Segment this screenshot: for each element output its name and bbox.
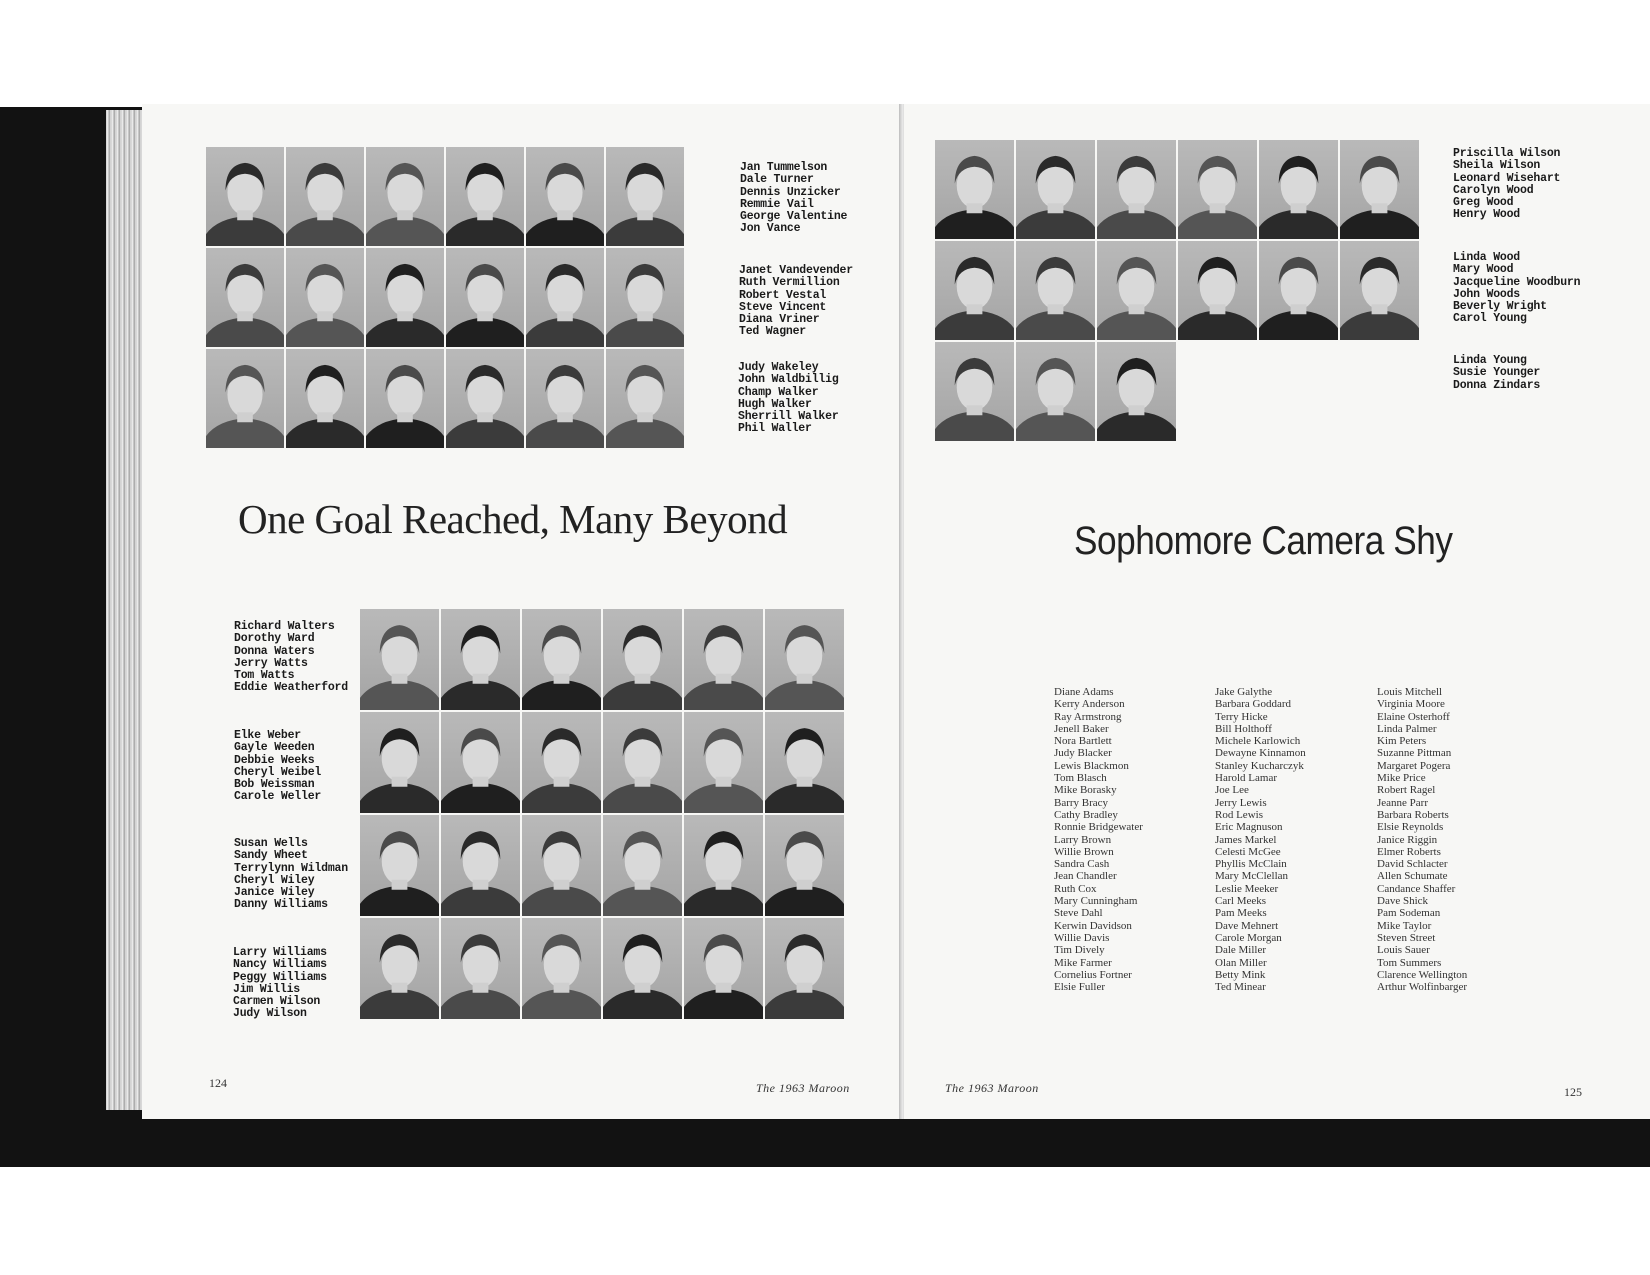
student-portrait xyxy=(360,609,439,710)
camera-shy-name: Janice Riggin xyxy=(1377,833,1438,846)
page-heading: One Goal Reached, Many Beyond xyxy=(238,496,788,542)
student-portrait xyxy=(522,712,601,813)
student-name: Dennis Unzicker xyxy=(740,185,841,199)
student-portrait xyxy=(1016,140,1095,239)
camera-shy-column-1 xyxy=(1054,686,1143,993)
student-name: Nancy Williams xyxy=(233,958,327,972)
name-list xyxy=(234,838,348,912)
student-portrait xyxy=(526,349,604,448)
student-portrait xyxy=(765,609,844,710)
student-portrait xyxy=(522,609,601,710)
student-name: Cheryl Wiley xyxy=(234,873,315,887)
student-name: Linda Young xyxy=(1453,354,1527,367)
camera-shy-name: Elmer Roberts xyxy=(1377,845,1441,858)
camera-shy-name: Kim Peters xyxy=(1377,735,1427,748)
student-portrait xyxy=(765,815,844,916)
student-name: Gayle Weeden xyxy=(234,741,315,755)
student-portrait xyxy=(206,147,284,246)
student-portrait xyxy=(603,918,682,1019)
student-portrait xyxy=(526,248,604,347)
name-list xyxy=(233,947,327,1021)
student-name: Danny Williams xyxy=(234,898,328,912)
portrait-grid-top xyxy=(206,147,684,448)
student-name: Jan Tummelson xyxy=(740,161,828,174)
camera-shy-name: Willie Davis xyxy=(1054,931,1110,944)
student-name: Richard Walters xyxy=(234,620,335,633)
left-page xyxy=(142,104,900,1119)
student-name: Jacqueline Woodburn xyxy=(1453,275,1581,289)
name-list xyxy=(740,162,847,236)
student-portrait xyxy=(441,815,520,916)
student-name: Jon Vance xyxy=(740,222,801,236)
student-name: Remmie Vail xyxy=(740,197,814,211)
student-portrait xyxy=(684,712,763,813)
camera-shy-name: Dewayne Kinnamon xyxy=(1215,747,1306,760)
camera-shy-name: Barry Bracy xyxy=(1054,796,1109,809)
student-portrait xyxy=(360,712,439,813)
student-portrait xyxy=(446,349,524,448)
student-name: Donna Zindars xyxy=(1453,378,1541,392)
camera-shy-name: Nora Bartlett xyxy=(1054,735,1112,748)
student-portrait xyxy=(684,918,763,1019)
camera-shy-name: Lewis Blackmon xyxy=(1054,759,1129,772)
student-name: Mary Wood xyxy=(1453,263,1514,277)
student-name: Ruth Vermillion xyxy=(739,276,840,290)
camera-shy-name: Louis Sauer xyxy=(1377,944,1430,957)
student-portrait xyxy=(522,815,601,916)
camera-shy-name: Louis Mitchell xyxy=(1377,686,1443,698)
running-foot: The 1963 Maroon xyxy=(945,1081,1039,1095)
camera-shy-name: Jeanne Parr xyxy=(1377,796,1429,809)
student-name: Steve Vincent xyxy=(739,300,827,314)
camera-shy-name: Dave Mehnert xyxy=(1215,919,1279,932)
camera-shy-name: Steven Street xyxy=(1377,931,1436,944)
student-name: Judy Wilson xyxy=(233,1007,307,1021)
camera-shy-name: Dale Miller xyxy=(1215,944,1267,957)
camera-shy-name: Ronnie Bridgewater xyxy=(1054,821,1143,834)
student-portrait xyxy=(1016,241,1095,340)
student-portrait xyxy=(286,147,364,246)
student-name: Elke Weber xyxy=(234,729,302,742)
student-portrait xyxy=(606,147,684,246)
student-portrait xyxy=(360,918,439,1019)
camera-shy-name: Elsie Reynolds xyxy=(1377,821,1444,834)
camera-shy-name: Joe Lee xyxy=(1215,784,1249,797)
student-name: Cheryl Weibel xyxy=(234,765,322,779)
right-page xyxy=(904,104,1650,1119)
camera-shy-name: Elaine Osterhoff xyxy=(1377,710,1450,723)
student-portrait xyxy=(603,815,682,916)
student-portrait xyxy=(286,349,364,448)
student-name: Sheila Wilson xyxy=(1453,159,1541,173)
camera-shy-name: Dave Shick xyxy=(1377,895,1429,908)
camera-shy-name: Tom Blasch xyxy=(1054,772,1107,785)
student-name: Priscilla Wilson xyxy=(1453,147,1561,160)
student-portrait xyxy=(606,349,684,448)
student-name: Janice Wiley xyxy=(234,886,315,900)
student-portrait xyxy=(1178,140,1257,239)
student-name: George Valentine xyxy=(740,210,848,224)
name-list xyxy=(234,730,321,804)
student-name: Jerry Watts xyxy=(234,656,308,670)
page-number: 124 xyxy=(209,1076,227,1090)
student-name: Debbie Weeks xyxy=(234,753,315,767)
student-portrait xyxy=(446,248,524,347)
camera-shy-name: Pam Sodeman xyxy=(1377,907,1441,920)
camera-shy-name: Elsie Fuller xyxy=(1054,981,1106,994)
camera-shy-name: Jake Galythe xyxy=(1215,686,1273,698)
camera-shy-name: Ray Armstrong xyxy=(1054,710,1122,723)
student-name: Henry Wood xyxy=(1453,208,1521,222)
camera-shy-name: Virginia Moore xyxy=(1377,698,1445,711)
camera-shy-name: Clarence Wellington xyxy=(1377,968,1468,981)
camera-shy-column-2 xyxy=(1215,686,1306,993)
student-portrait xyxy=(1178,241,1257,340)
student-name: Carol Young xyxy=(1453,312,1527,326)
camera-shy-name: Leslie Meeker xyxy=(1215,882,1279,895)
camera-shy-name: Arthur Wolfinbarger xyxy=(1377,981,1468,994)
student-portrait xyxy=(441,712,520,813)
camera-shy-name: Cathy Bradley xyxy=(1054,808,1118,821)
student-name: Tom Watts xyxy=(234,669,295,683)
student-name: Greg Wood xyxy=(1453,196,1514,210)
student-portrait xyxy=(441,918,520,1019)
student-portrait xyxy=(935,342,1014,441)
student-name: Eddie Weatherford xyxy=(234,681,348,695)
student-portrait xyxy=(206,248,284,347)
student-name: Susan Wells xyxy=(234,837,308,850)
student-name: Leonard Wisehart xyxy=(1453,171,1561,185)
camera-shy-name: Mike Price xyxy=(1377,772,1426,785)
camera-shy-name: Bill Holthoff xyxy=(1215,722,1272,735)
camera-shy-name: Harold Lamar xyxy=(1215,772,1277,785)
camera-shy-name: Betty Mink xyxy=(1215,968,1266,981)
camera-shy-name: Mary McClellan xyxy=(1215,870,1289,883)
student-name: Robert Vestal xyxy=(739,288,827,302)
student-name: Carole Weller xyxy=(234,790,322,804)
camera-shy-name: Cornelius Fortner xyxy=(1054,968,1132,981)
student-portrait xyxy=(522,918,601,1019)
student-portrait xyxy=(603,609,682,710)
student-portrait xyxy=(286,248,364,347)
student-name: Susie Younger xyxy=(1453,366,1541,380)
camera-shy-name: Jean Chandler xyxy=(1054,870,1117,883)
book-page-edges xyxy=(106,110,142,1110)
student-portrait xyxy=(441,609,520,710)
camera-shy-name: Terry Hicke xyxy=(1215,710,1268,723)
camera-shy-name: David Schlacter xyxy=(1377,858,1448,871)
student-portrait xyxy=(765,918,844,1019)
camera-shy-name: Linda Palmer xyxy=(1377,722,1437,735)
camera-shy-name: Mike Taylor xyxy=(1377,919,1432,932)
student-portrait xyxy=(446,147,524,246)
camera-shy-name: Pam Meeks xyxy=(1215,907,1267,920)
student-name: Diana Vriner xyxy=(739,313,820,327)
student-portrait xyxy=(935,241,1014,340)
camera-shy-name: Tim Dively xyxy=(1054,944,1105,957)
camera-shy-name: Stanley Kucharczyk xyxy=(1215,759,1304,772)
camera-shy-name: Allen Schumate xyxy=(1377,870,1448,883)
camera-shy-name: Michele Karlowich xyxy=(1215,735,1301,748)
student-portrait xyxy=(684,609,763,710)
camera-shy-column-3 xyxy=(1377,686,1467,993)
camera-shy-name: Carole Morgan xyxy=(1215,931,1282,944)
camera-shy-name: Margaret Pogera xyxy=(1377,759,1451,772)
camera-shy-name: Eric Magnuson xyxy=(1215,821,1283,834)
student-name: Champ Walker xyxy=(738,385,819,399)
student-portrait xyxy=(366,147,444,246)
camera-shy-name: Tom Summers xyxy=(1377,956,1442,969)
student-portrait xyxy=(366,248,444,347)
student-name: Dale Turner xyxy=(740,173,814,187)
camera-shy-name: Mike Farmer xyxy=(1054,956,1112,969)
student-portrait xyxy=(366,349,444,448)
camera-shy-name: Judy Blacker xyxy=(1054,747,1112,760)
name-list xyxy=(1453,148,1560,222)
camera-shy-name: Barbara Roberts xyxy=(1377,808,1449,821)
student-portrait xyxy=(526,147,604,246)
student-name: Linda Wood xyxy=(1453,251,1521,264)
camera-shy-name: Candance Shaffer xyxy=(1377,882,1456,895)
student-portrait xyxy=(1097,241,1176,340)
student-portrait xyxy=(1340,140,1419,239)
student-portrait xyxy=(765,712,844,813)
student-portrait xyxy=(603,712,682,813)
student-name: Sherrill Walker xyxy=(738,410,839,424)
camera-shy-name: Kerry Anderson xyxy=(1054,698,1125,711)
student-name: Terrylynn Wildman xyxy=(234,861,348,875)
camera-shy-name: Larry Brown xyxy=(1054,833,1112,846)
name-list xyxy=(739,265,853,339)
portrait-grid-right xyxy=(935,140,1419,441)
camera-shy-name: Sandra Cash xyxy=(1054,858,1110,871)
student-name: Phil Waller xyxy=(738,422,812,436)
student-portrait xyxy=(1340,241,1419,340)
camera-shy-name: Phyllis McClain xyxy=(1215,858,1287,871)
camera-shy-name: Mike Borasky xyxy=(1054,784,1117,797)
student-name: Larry Williams xyxy=(233,946,327,959)
student-name: Judy Wakeley xyxy=(738,361,819,374)
student-portrait xyxy=(1097,342,1176,441)
camera-shy-name: Rod Lewis xyxy=(1215,808,1263,821)
camera-shy-name: Barbara Goddard xyxy=(1215,698,1292,711)
student-name: Bob Weissman xyxy=(234,778,315,792)
student-name: Beverly Wright xyxy=(1453,300,1547,314)
camera-shy-name: James Markel xyxy=(1215,833,1277,846)
camera-shy-name: Suzanne Pittman xyxy=(1377,747,1452,760)
student-name: Hugh Walker xyxy=(738,397,812,411)
student-name: Sandy Wheet xyxy=(234,849,308,863)
camera-shy-name: Ruth Cox xyxy=(1054,882,1097,895)
camera-shy-name: Jenell Baker xyxy=(1054,722,1109,735)
name-list xyxy=(738,362,839,436)
name-list xyxy=(1453,355,1540,392)
name-list xyxy=(1453,252,1580,326)
camera-shy-name: Olan Miller xyxy=(1215,956,1267,969)
student-name: Ted Wagner xyxy=(739,325,807,339)
student-name: Jim Willis xyxy=(233,982,301,996)
student-name: Janet Vandevender xyxy=(739,264,853,277)
camera-shy-name: Celesti McGee xyxy=(1215,845,1281,858)
student-name: Peggy Williams xyxy=(233,970,327,984)
camera-shy-name: Kerwin Davidson xyxy=(1054,919,1132,932)
camera-shy-name: Robert Ragel xyxy=(1377,784,1436,797)
student-name: John Woods xyxy=(1453,287,1521,301)
student-name: Carolyn Wood xyxy=(1453,183,1534,197)
camera-shy-name: Diane Adams xyxy=(1054,686,1114,698)
page-heading: Sophomore Camera Shy xyxy=(1074,519,1453,563)
student-portrait xyxy=(935,140,1014,239)
student-portrait xyxy=(1259,140,1338,239)
student-portrait xyxy=(206,349,284,448)
student-name: Carmen Wilson xyxy=(233,995,321,1009)
camera-shy-name: Carl Meeks xyxy=(1215,895,1267,908)
student-portrait xyxy=(606,248,684,347)
camera-shy-name: Jerry Lewis xyxy=(1215,796,1267,809)
camera-shy-name: Ted Minear xyxy=(1215,981,1266,994)
name-list xyxy=(234,621,348,695)
student-name: John Waldbillig xyxy=(738,373,839,387)
student-name: Dorothy Ward xyxy=(234,632,315,646)
portrait-grid-bottom xyxy=(360,609,844,1019)
student-portrait xyxy=(360,815,439,916)
student-portrait xyxy=(1259,241,1338,340)
running-foot: The 1963 Maroon xyxy=(756,1081,850,1095)
student-portrait xyxy=(1097,140,1176,239)
camera-shy-name: Mary Cunningham xyxy=(1054,895,1138,908)
student-portrait xyxy=(1016,342,1095,441)
page-number: 125 xyxy=(1564,1085,1582,1099)
camera-shy-name: Steve Dahl xyxy=(1054,907,1103,920)
student-portrait xyxy=(684,815,763,916)
camera-shy-name: Willie Brown xyxy=(1054,845,1114,858)
student-name: Donna Waters xyxy=(234,644,315,658)
